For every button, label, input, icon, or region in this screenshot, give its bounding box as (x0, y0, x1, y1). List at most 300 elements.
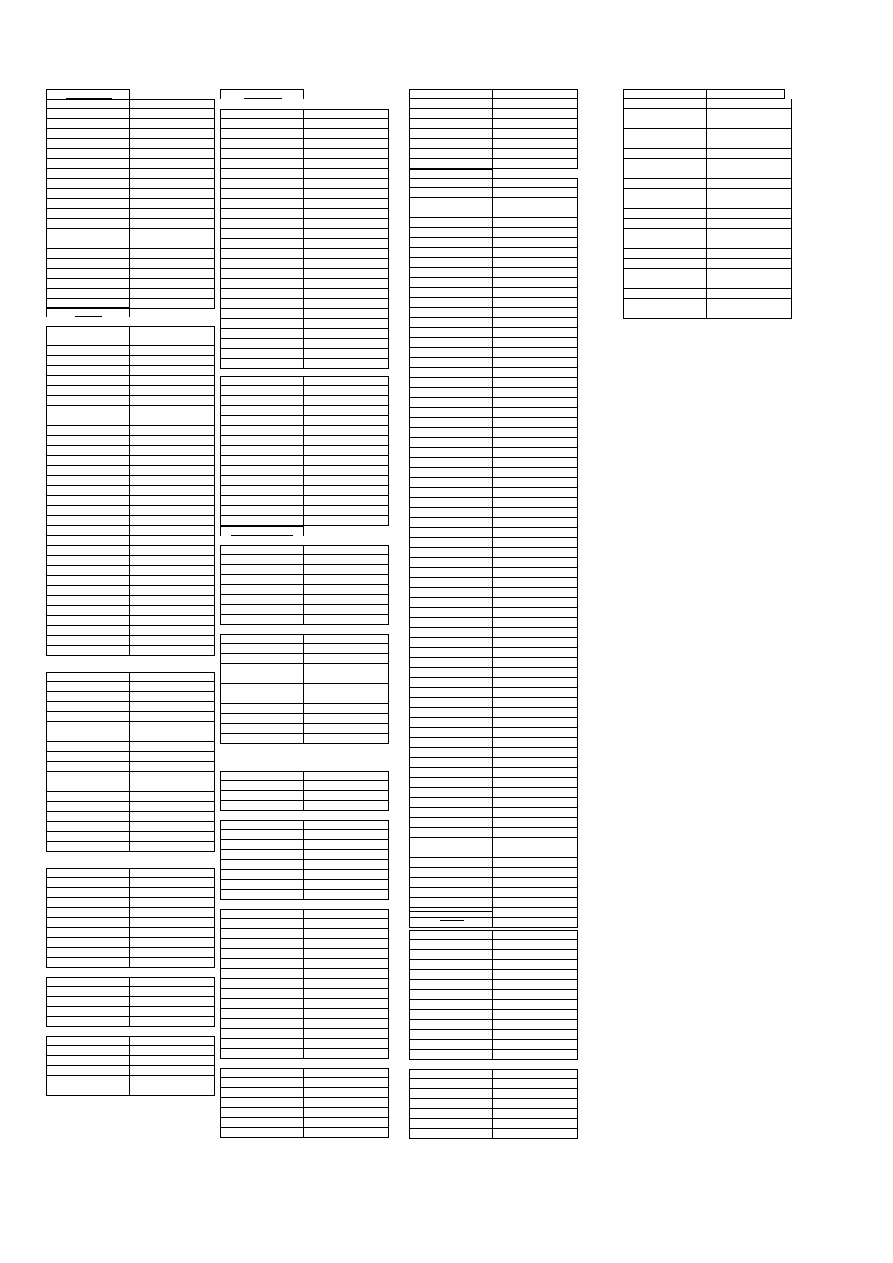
table-cell-label (221, 396, 304, 405)
table-cell-label (624, 299, 707, 318)
table-row (220, 119, 389, 129)
table-cell-label (47, 386, 130, 395)
table-row (409, 1099, 578, 1109)
table-cell-label (47, 179, 130, 188)
table-row (220, 734, 389, 744)
table-row (220, 279, 389, 289)
table-row (409, 658, 578, 668)
table-cell-value (304, 329, 388, 338)
table-cell-value (304, 781, 388, 790)
table-cell-value (130, 149, 214, 158)
table-cell-label (47, 606, 130, 615)
table-row (409, 838, 578, 858)
table-row (623, 159, 792, 179)
table-cell-value (130, 1037, 214, 1045)
table-cell-label (221, 999, 304, 1008)
table-cell-value (130, 327, 214, 345)
table-row (220, 229, 389, 239)
table-cell-label (47, 516, 130, 525)
table-row (409, 448, 578, 458)
table-cell-value (304, 386, 388, 395)
table-row (409, 778, 578, 788)
table-cell-value (493, 378, 577, 387)
table-row (409, 648, 578, 658)
table-cell-value (130, 189, 214, 198)
table-cell-value (130, 702, 214, 711)
table-cell-value (304, 289, 388, 298)
table-cell-value (493, 448, 577, 457)
table-cell-label (47, 586, 130, 595)
table-row (409, 388, 578, 398)
table-row (409, 960, 578, 970)
table-row (409, 278, 578, 288)
table-cell-value (304, 516, 388, 525)
table-cell-label (47, 792, 130, 801)
table-cell-label (410, 768, 493, 777)
table-cell-value (130, 346, 214, 355)
table-row (409, 728, 578, 738)
table-cell-value (304, 179, 388, 188)
table-row (46, 752, 215, 762)
table-cell-label (221, 880, 304, 889)
table-row (220, 249, 389, 259)
table-cell-value (130, 586, 214, 595)
table-cell-label (410, 728, 493, 737)
table-row (623, 179, 792, 189)
table-cell-value (304, 890, 388, 899)
table-cell-label (47, 987, 130, 996)
table-cell-value (304, 830, 388, 839)
table-row (220, 634, 389, 644)
table-row (623, 289, 792, 299)
table-row (220, 349, 389, 359)
table-cell-label (47, 259, 130, 268)
table-row (409, 950, 578, 960)
table-cell-label (410, 119, 493, 128)
table-cell-value (493, 358, 577, 367)
table-row (409, 898, 578, 908)
table-row (220, 339, 389, 349)
table-cell-value (130, 918, 214, 927)
table-cell-value (130, 506, 214, 515)
table-row (409, 418, 578, 428)
table-cell-value (130, 762, 214, 771)
table-cell-label (410, 1050, 493, 1059)
table-cell-value (493, 278, 577, 287)
table-cell-label (47, 346, 130, 355)
table-cell-label (47, 279, 130, 288)
table-cell-label (47, 898, 130, 907)
table-row (220, 1009, 389, 1019)
table-cell-value (493, 828, 577, 837)
table-cell-label (410, 198, 493, 217)
table-row (220, 1049, 389, 1059)
table-cell-label (47, 722, 130, 741)
table-cell-label (410, 648, 493, 657)
table-cell-value (130, 606, 214, 615)
table-cell-label (47, 869, 130, 877)
table-cell-value (493, 748, 577, 757)
table-row (409, 228, 578, 238)
table-cell-value (304, 979, 388, 988)
table-row (220, 386, 389, 396)
table-cell-label (410, 668, 493, 677)
table-row (220, 820, 389, 830)
table-row (46, 289, 215, 299)
table-row (409, 488, 578, 498)
table-row (220, 239, 389, 249)
table-cell-value (130, 792, 214, 801)
table-cell-label (221, 386, 304, 395)
table-row (623, 189, 792, 209)
table-cell-label (221, 1128, 304, 1137)
table-cell-label (221, 734, 304, 743)
table-row (220, 949, 389, 959)
table-cell-label (410, 428, 493, 437)
table-cell-label (410, 718, 493, 727)
table-cell-value (493, 658, 577, 667)
table-row (46, 712, 215, 722)
table-cell-value (304, 959, 388, 968)
table-cell-value (493, 1010, 577, 1019)
table-cell-value (130, 299, 214, 308)
table-row (46, 682, 215, 692)
table-cell-label (410, 218, 493, 227)
table-cell-label (47, 506, 130, 515)
table-row (409, 970, 578, 980)
table-cell-label (221, 1108, 304, 1117)
table-cell-value (130, 987, 214, 996)
table-cell-value (130, 129, 214, 138)
section-heading (46, 89, 130, 99)
table-cell-label (221, 309, 304, 318)
table-cell-value (493, 798, 577, 807)
table-cell-value (493, 608, 577, 617)
table-cell-value (130, 219, 214, 228)
table-row (409, 198, 578, 218)
table-row (220, 684, 389, 704)
table-cell-label (221, 269, 304, 278)
table-row (220, 466, 389, 476)
table-cell-label (221, 436, 304, 445)
table-row (409, 1089, 578, 1099)
table-row (46, 762, 215, 772)
table-row (409, 878, 578, 888)
table-row (409, 538, 578, 548)
table-row (220, 189, 389, 199)
table-cell-value (493, 258, 577, 267)
table-row (46, 219, 215, 229)
table-row (409, 808, 578, 818)
table-cell-value (304, 279, 388, 288)
table-cell-label (47, 978, 130, 986)
table-row (220, 506, 389, 516)
table-cell-label (47, 566, 130, 575)
table-cell-label (221, 406, 304, 415)
table-row (409, 558, 578, 568)
table-cell-value (304, 929, 388, 938)
table-cell-label (221, 259, 304, 268)
table-cell-value (493, 588, 577, 597)
table-row (220, 801, 389, 811)
table-cell-value (304, 575, 388, 584)
table-row (220, 664, 389, 684)
table-row (409, 378, 578, 388)
table-row (46, 149, 215, 159)
table-cell-value (304, 664, 388, 683)
table-cell-value (304, 476, 388, 485)
table-cell-label (47, 772, 130, 791)
table-cell-value (493, 139, 577, 148)
table-row (46, 606, 215, 616)
table-row (220, 1019, 389, 1029)
table-row (46, 159, 215, 169)
table-row (46, 997, 215, 1007)
table-cell-value (493, 518, 577, 527)
table-row (409, 748, 578, 758)
table-cell-label (47, 406, 130, 425)
table-row (220, 329, 389, 339)
table-row (409, 818, 578, 828)
table-cell-value (130, 712, 214, 721)
table-cell-label (410, 518, 493, 527)
table-cell-value (493, 119, 577, 128)
table-cell-label (221, 139, 304, 148)
table-cell-label (47, 948, 130, 957)
table-cell-label (410, 159, 493, 168)
table-cell-label (410, 708, 493, 717)
table-cell-value (304, 436, 388, 445)
table-cell-label (47, 832, 130, 841)
table-cell-label (47, 496, 130, 505)
table-row (46, 576, 215, 586)
table-row (409, 99, 578, 109)
table-row (220, 781, 389, 791)
heading-underline (75, 316, 102, 317)
table-row (409, 1020, 578, 1030)
table-cell-label (47, 673, 130, 681)
table-row (409, 188, 578, 198)
table-row (46, 586, 215, 596)
table-row (409, 178, 578, 188)
table-row (220, 714, 389, 724)
table-cell-label (47, 327, 130, 345)
table-row (220, 919, 389, 929)
table-cell-value (130, 802, 214, 811)
table-row (46, 249, 215, 259)
table-cell-value (493, 1040, 577, 1049)
table-row (46, 908, 215, 918)
table-row (409, 1050, 578, 1060)
table-cell-value (130, 446, 214, 455)
table-cell-label (221, 684, 304, 703)
table-cell-value (493, 598, 577, 607)
table-cell-label (221, 890, 304, 899)
table-row (46, 536, 215, 546)
table-row (220, 1098, 389, 1108)
table-cell-label (221, 456, 304, 465)
table-row (220, 771, 389, 781)
table-cell-label (47, 928, 130, 937)
table-cell-value (493, 298, 577, 307)
table-cell-value (130, 626, 214, 635)
table-row (46, 812, 215, 822)
table-cell-value (304, 635, 388, 643)
table-cell-label (221, 585, 304, 594)
table-cell-value (130, 486, 214, 495)
table-row (409, 888, 578, 898)
table-cell-value (707, 289, 791, 298)
table-cell-label (624, 99, 707, 108)
table-cell-value (130, 536, 214, 545)
table-cell-label (47, 1046, 130, 1055)
table-cell-label (221, 821, 304, 829)
table-cell-value (130, 249, 214, 258)
table-cell-value (707, 299, 791, 318)
table-cell-label (624, 269, 707, 288)
table-row (409, 1109, 578, 1119)
table-row (220, 860, 389, 870)
table-cell-label (221, 426, 304, 435)
table-row (623, 109, 792, 129)
table-cell-value (130, 376, 214, 385)
table-cell-value (130, 948, 214, 957)
table-cell-value (304, 791, 388, 800)
table-row (46, 506, 215, 516)
table-row (220, 644, 389, 654)
table-cell-value (304, 1049, 388, 1058)
table-cell-value (493, 1000, 577, 1009)
table-cell-value (304, 129, 388, 138)
table-cell-label (47, 426, 130, 435)
table-cell-label (221, 595, 304, 604)
table-cell-value (707, 90, 784, 98)
table-cell-label (410, 538, 493, 547)
table-cell-value (130, 526, 214, 535)
table-cell-label (221, 219, 304, 228)
table-cell-label (410, 940, 493, 949)
table-cell-value (130, 722, 214, 741)
table-cell-label (221, 1118, 304, 1127)
table-row (220, 269, 389, 279)
table-cell-label (410, 418, 493, 427)
table-cell-label (221, 209, 304, 218)
table-cell-value (130, 928, 214, 937)
table-cell-label (47, 526, 130, 535)
table-row (409, 588, 578, 598)
table-cell-value (130, 888, 214, 897)
table-row (409, 348, 578, 358)
table-row (46, 596, 215, 606)
table-cell-value (493, 1119, 577, 1128)
table-cell-value (304, 159, 388, 168)
table-row (220, 139, 389, 149)
table-cell-label (410, 1119, 493, 1128)
table-cell-value (130, 476, 214, 485)
table-cell-value (130, 386, 214, 395)
table-cell-value (493, 109, 577, 118)
table-cell-value (130, 772, 214, 791)
table-cell-value (304, 644, 388, 653)
table-cell-value (304, 999, 388, 1008)
table-cell-value (130, 832, 214, 841)
table-row (220, 969, 389, 979)
table-cell-label (410, 788, 493, 797)
table-cell-label (410, 888, 493, 897)
table-row (409, 1000, 578, 1010)
table-cell-value (130, 356, 214, 365)
table-cell-value (304, 585, 388, 594)
table-row (220, 909, 389, 919)
section-heading (220, 89, 304, 99)
table-cell-value (493, 238, 577, 247)
table-cell-label (47, 149, 130, 158)
table-row (409, 149, 578, 159)
table-cell-label (410, 608, 493, 617)
table-cell-value (304, 704, 388, 713)
table-cell-label (410, 478, 493, 487)
table-cell-value (130, 566, 214, 575)
table-cell-label (410, 558, 493, 567)
table-cell-value (130, 269, 214, 278)
table-cell-label (410, 1070, 493, 1078)
table-cell-value (304, 840, 388, 849)
section-heading (220, 526, 304, 536)
table-cell-value (304, 969, 388, 978)
table-cell-label (47, 376, 130, 385)
table-row (46, 356, 215, 366)
table-cell-label (221, 229, 304, 238)
table-row (409, 1129, 578, 1139)
table-cell-label (624, 219, 707, 228)
table-cell-label (221, 1009, 304, 1018)
table-cell-label (221, 840, 304, 849)
table-cell-label (410, 808, 493, 817)
table-cell-value (493, 288, 577, 297)
table-cell-value (493, 149, 577, 158)
table-cell-label (221, 1078, 304, 1087)
table-cell-value (493, 188, 577, 197)
table-cell-label (410, 318, 493, 327)
table-cell-value (304, 910, 388, 918)
table-cell-value (707, 109, 791, 128)
table-cell-value (493, 318, 577, 327)
table-row (46, 822, 215, 832)
table-row (46, 436, 215, 446)
table-cell-value (304, 1128, 388, 1137)
table-cell-value (130, 616, 214, 625)
table-cell-label (47, 486, 130, 495)
table-cell-value (304, 684, 388, 703)
table-row (46, 119, 215, 129)
table-row (46, 406, 215, 426)
table-cell-label (221, 329, 304, 338)
table-row (409, 159, 578, 169)
table-cell-value (493, 1020, 577, 1029)
table-cell-label (410, 898, 493, 907)
table-cell-label (221, 149, 304, 158)
table-row (46, 772, 215, 792)
table-cell-value (130, 289, 214, 298)
table-row (46, 1056, 215, 1066)
table-cell-value (304, 119, 388, 128)
table-cell-value (304, 209, 388, 218)
table-cell-label (47, 476, 130, 485)
table-row (220, 989, 389, 999)
table-cell-value (493, 438, 577, 447)
table-cell-value (707, 159, 791, 178)
table-row (46, 842, 215, 852)
